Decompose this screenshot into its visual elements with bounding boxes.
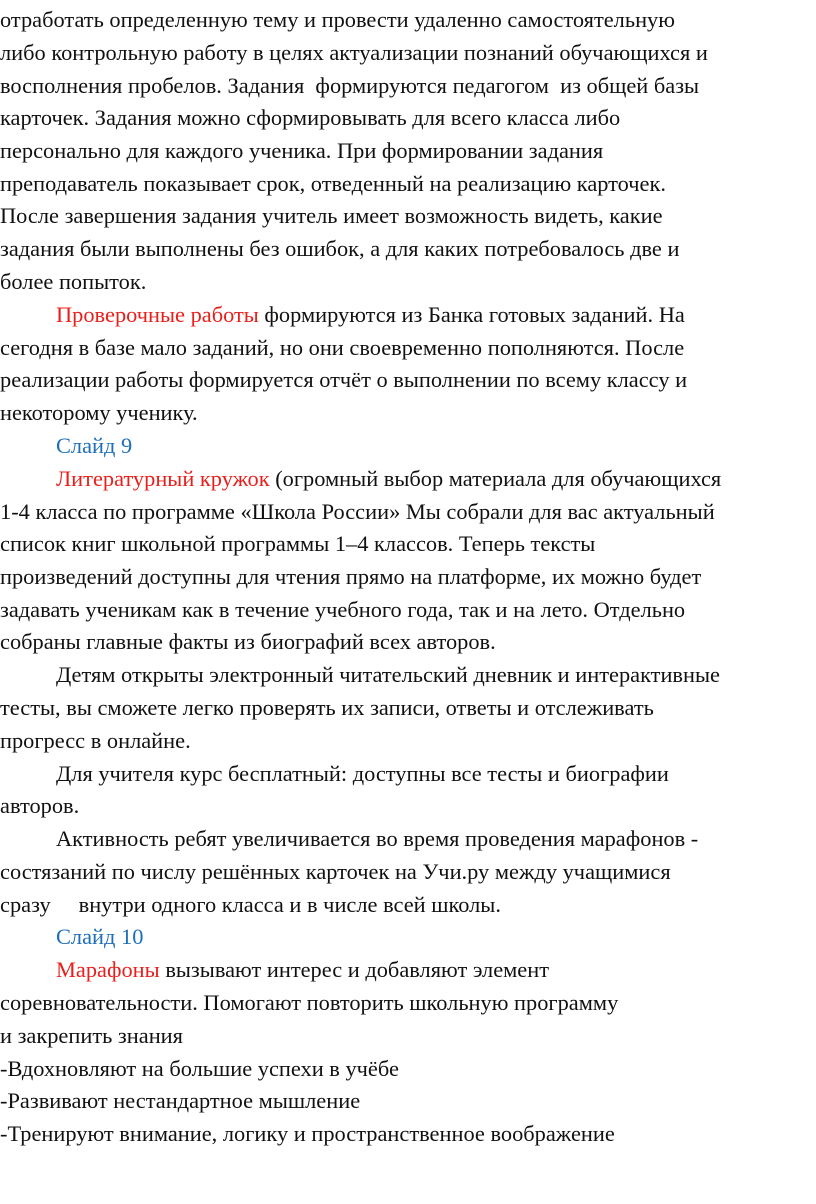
paragraph-line: задания были выполнены без ошибок, а для каких потребовалось две и — [0, 236, 680, 261]
paragraph-line: произведений доступны для чтения прямо на платформе, их можно будет — [0, 564, 702, 589]
paragraph-line: соревновательности. Помогают повторить школьную программу — [0, 990, 619, 1015]
highlight-term: Проверочные работы — [56, 302, 259, 327]
paragraph-first-line — [56, 298, 685, 331]
list-item: -Вдохновляют на большие успехи в учёбе — [0, 1056, 399, 1081]
list-item: -Тренируют внимание, логику и пространственное воображение — [0, 1121, 615, 1146]
highlight-term: Литературный кружок — [56, 466, 270, 491]
paragraph-text: формируются из Банка готовых заданий. На — [258, 302, 685, 327]
paragraph-line: реализации работы формируется отчёт о выполнении по всему классу и — [0, 367, 688, 392]
paragraph-line: некоторому ученику. — [0, 400, 198, 425]
paragraph-line: авторов. — [0, 793, 80, 818]
paragraph-line: После завершения задания учитель имеет возможность видеть, какие — [0, 203, 663, 228]
paragraph-line: восполнения пробелов. Задания формируются педагогом из общей базы — [0, 73, 700, 98]
paragraph-line: прогресс в онлайне. — [0, 728, 191, 753]
paragraph-line: преподаватель показывает срок, отведенный на реализацию карточек. — [0, 171, 666, 196]
paragraph-line: персонально для каждого ученика. При формировании задания — [0, 138, 604, 163]
paragraph-line: либо контрольную работу в целях актуализации познаний обучающихся и — [0, 40, 708, 65]
paragraph-first-line: Активность ребят увеличивается во время проведения марафонов - — [56, 826, 699, 851]
paragraph-first-line: Детям открыты электронный читательский дневник и интерактивные — [56, 662, 720, 687]
highlight-term: Марафоны — [56, 957, 160, 982]
paragraph-line: тесты, вы сможете легко проверять их записи, ответы и отслеживать — [0, 695, 654, 720]
paragraph-line: отработать определенную тему и провести удаленно самостоятельную — [0, 7, 675, 32]
slide-heading: Слайд 9 — [56, 433, 133, 458]
paragraph-text: вызывают интерес и добавляют элемент — [159, 957, 550, 982]
paragraph-line: карточек. Задания можно сформировывать для всего класса либо — [0, 105, 621, 130]
paragraph-first-line — [56, 953, 549, 986]
paragraph-text: (огромный выбор материала для обучающихся — [269, 466, 722, 491]
paragraph-line: задавать ученикам как в течение учебного года, так и на лето. Отдельно — [0, 597, 686, 622]
paragraph-first-line: Для учителя курс бесплатный: доступны все тесты и биографии — [56, 761, 669, 786]
paragraph-line: более попыток. — [0, 269, 147, 294]
list-item: -Развивают нестандартное мышление — [0, 1088, 361, 1113]
paragraph-first-line — [56, 462, 721, 495]
paragraph-line: сразу внутри одного класса и в числе всей школы. — [0, 892, 501, 917]
paragraph-line: состязаний по числу решённых карточек на Учи.ру между учащимися — [0, 859, 671, 884]
paragraph-line: собраны главные факты из биографий всех авторов. — [0, 629, 496, 654]
slide-heading: Слайд 10 — [56, 924, 144, 949]
paragraph-line: 1-4 класса по программе «Школа России» Мы собрали для вас актуальный — [0, 499, 715, 524]
paragraph-line: сегодня в базе мало заданий, но они своевременно пополняются. После — [0, 335, 685, 360]
paragraph-line: список книг школьной программы 1–4 классов. Теперь тексты — [0, 531, 596, 556]
paragraph-line: и закрепить знания — [0, 1023, 183, 1048]
